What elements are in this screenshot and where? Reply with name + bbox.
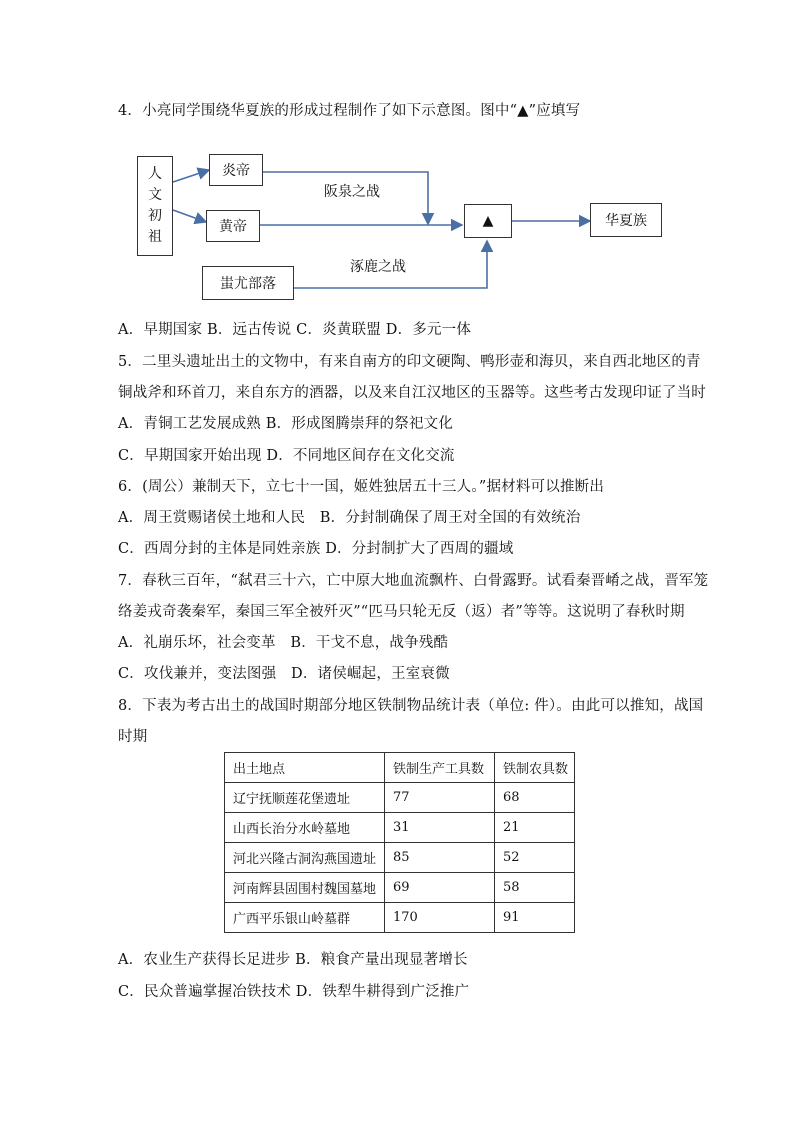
cell-tools: 85: [385, 843, 495, 873]
cell-farm-tools: 21: [495, 813, 575, 843]
huangdi-box: 黄帝: [206, 210, 260, 242]
q8-options-line1: A．农业生产获得长足进步 B．粮食产量出现显著增长: [118, 952, 468, 968]
q7-options-line1: A．礼崩乐坏，社会变革 B．干戈不息，战争残酷: [118, 635, 449, 651]
q7-stem-line2: 络姜戎奇袭秦军，秦国三军全被歼灭”“匹马只轮无反（返）者”等等。这说明了春秋时期: [118, 604, 685, 620]
arrow-ancestor-yandi: [173, 170, 209, 182]
q6-options-line2: C．西周分封的主体是同姓亲族 D．分封制扩大了西周的疆域: [118, 541, 514, 557]
cell-site: 辽宁抚顺莲花堡遗址: [225, 783, 385, 813]
ancestor-char-3: 初: [148, 208, 162, 224]
cell-tools: 69: [385, 873, 495, 903]
diagram-arrows: [0, 0, 794, 330]
q5-options-line2: C．早期国家开始出现 D．不同地区间存在文化交流: [118, 448, 455, 464]
q7-stem-line1: 7．春秋三百年，“弑君三十六，亡中原大地血流飘杵、白骨露野。试看秦晋崤之战，晋军笼: [118, 573, 709, 589]
ancestor-char-1: 人: [148, 166, 162, 182]
table-header-row: [225, 753, 575, 783]
table-row: [225, 873, 575, 903]
cell-tools: 77: [385, 783, 495, 813]
table-row: [225, 903, 575, 933]
battle-zhuolu-label: 涿鹿之战: [350, 259, 406, 275]
ancestor-box: [137, 156, 173, 256]
cell-farm-tools: 58: [495, 873, 575, 903]
q5-options-line1: A．青铜工艺发展成熟 B．形成图腾崇拜的祭祀文化: [118, 416, 454, 432]
q8-stem-line1: 8．下表为考古出土的战国时期部分地区铁制物品统计表（单位: 件）。由此可以推知，战国: [118, 698, 704, 714]
q6-stem: 6．(周公）兼制天下，立七十一国，姬姓独居五十三人。”据材料可以推断出: [118, 479, 605, 495]
table-row: [225, 783, 575, 813]
header-site: 出土地点: [225, 753, 385, 783]
target-box: ▲: [464, 204, 512, 238]
q5-stem-line1: 5．二里头遗址出土的文物中，有来自南方的印文硬陶、鸭形壶和海贝，来自西北地区的青: [118, 354, 701, 370]
header-tools: 铁制生产工具数: [385, 753, 495, 783]
header-farm-tools: 铁制农具数: [495, 753, 575, 783]
arrow-ancestor-huangdi: [173, 210, 206, 222]
q5-stem-line2: 铜战斧和环首刀，来自东方的酒器，以及来自江汉地区的玉器等。这些考古发现印证了当时: [118, 385, 706, 401]
cell-site: 河北兴隆古洞沟燕国遗址: [225, 843, 385, 873]
q8-stem-line2: 时期: [118, 729, 148, 745]
yandi-box: 炎帝: [209, 154, 263, 186]
battle-banquan-label: 阪泉之战: [324, 184, 380, 200]
table-row: [225, 843, 575, 873]
cell-farm-tools: 52: [495, 843, 575, 873]
cell-tools: 31: [385, 813, 495, 843]
result-box: 华夏族: [590, 203, 662, 237]
cell-site: 广西平乐银山岭墓群: [225, 903, 385, 933]
q4-options: A．早期国家 B．远古传说 C．炎黄联盟 D．多元一体: [118, 322, 472, 338]
q8-options-line2: C．民众普遍掌握冶铁技术 D．铁犁牛耕得到广泛推广: [118, 984, 470, 1000]
ancestor-char-4: 祖: [148, 229, 162, 245]
iron-artifacts-table: [224, 752, 575, 933]
q6-options-line1: A．周王赏赐诸侯土地和人民 B．分封制确保了周王对全国的有效统治: [118, 510, 581, 526]
q4-diagram: [0, 0, 794, 330]
cell-site: 山西长治分水岭墓地: [225, 813, 385, 843]
chiyou-box: 蚩尤部落: [202, 266, 294, 300]
q4-stem: 4．小亮同学围绕华夏族的形成过程制作了如下示意图。图中“▲”应填写: [118, 103, 581, 119]
cell-farm-tools: 68: [495, 783, 575, 813]
cell-tools: 170: [385, 903, 495, 933]
q7-options-line2: C．攻伐兼并，变法图强 D．诸侯崛起，王室衰微: [118, 666, 450, 682]
table-row: [225, 813, 575, 843]
cell-site: 河南辉县固围村魏国墓地: [225, 873, 385, 903]
ancestor-char-2: 文: [148, 187, 162, 203]
cell-farm-tools: 91: [495, 903, 575, 933]
